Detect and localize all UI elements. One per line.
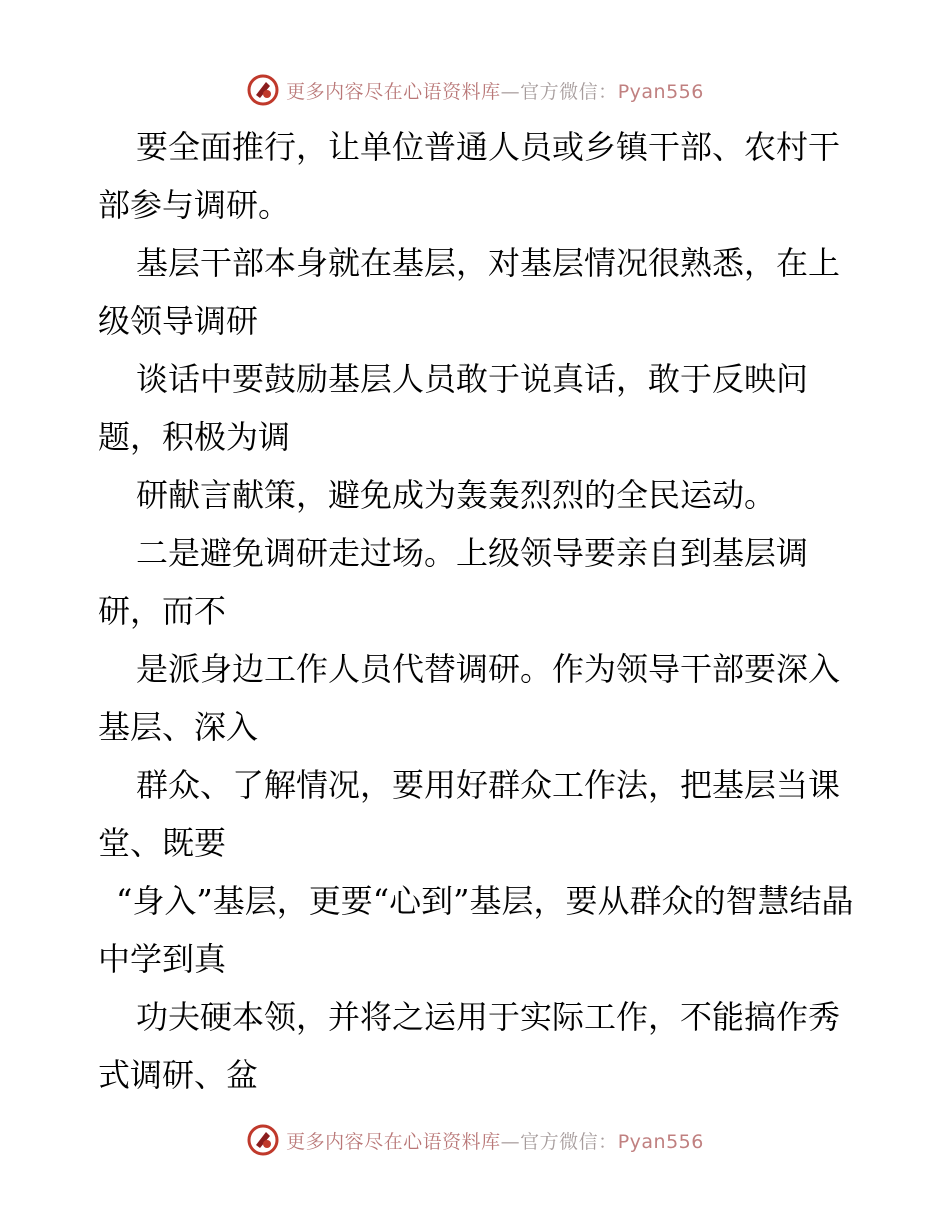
library-logo-icon — [246, 73, 280, 107]
banner-brand: 更多内容尽在心语资料库 — [286, 1130, 501, 1153]
banner-official: 官方微信： — [520, 1130, 618, 1153]
paragraph: 功夫硬本领，并将之运用于实际工作，不能搞作秀式调研、盆 — [98, 998, 841, 1094]
banner-handle: Pyan556 — [617, 1130, 704, 1153]
footer-banner — [0, 1120, 950, 1160]
paragraph: 是派身边工作人员代替调研。作为领导干部要深入基层、深入 — [98, 650, 841, 746]
paragraph: 研献言献策，避免成为轰轰烈烈的全民运动。 — [136, 476, 777, 514]
banner-brand: 更多内容尽在心语资料库 — [286, 80, 501, 103]
banner-text — [286, 77, 704, 104]
header-banner — [0, 70, 950, 110]
paragraph: 要全面推行，让单位普通人员或乡镇干部、农村干部参与调研。 — [98, 128, 841, 224]
banner-handle: Pyan556 — [617, 80, 704, 103]
paragraph: 谈话中要鼓励基层人员敢于说真话，敢于反映问题，积极为调 — [98, 360, 809, 456]
banner-official: 官方微信： — [520, 80, 618, 103]
banner-dash: — — [500, 80, 521, 103]
document-body — [98, 118, 868, 1104]
library-logo-icon — [246, 1123, 280, 1157]
paragraph: 二是避免调研走过场。上级领导要亲自到基层调研，而不 — [98, 534, 809, 630]
paragraph: 群众、了解情况，要用好群众工作法，把基层当课堂、既要 — [98, 766, 841, 862]
paragraph: 基层干部本身就在基层，对基层情况很熟悉，在上级领导调研 — [98, 244, 841, 340]
banner-dash: — — [500, 1130, 521, 1153]
paragraph: “身入”基层，更要“心到”基层，要从群众的智慧结晶中学到真 — [98, 882, 854, 978]
banner-text — [286, 1127, 704, 1154]
